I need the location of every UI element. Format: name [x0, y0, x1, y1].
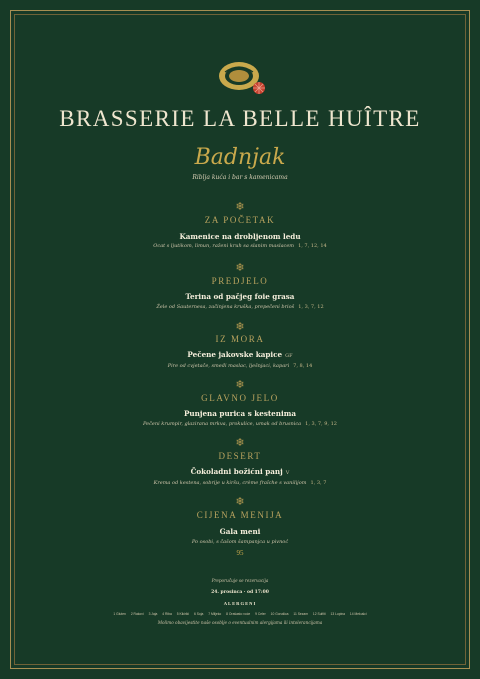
allergen-codes: 1, 3, 7 — [310, 480, 327, 486]
dish-description: Po osobi, s čašom šampanjca u pivnoć — [191, 539, 289, 545]
reservation-note: Preporučuje se rezervacija — [211, 578, 269, 583]
dish-name: Kamenice na drobljenom ledu — [179, 232, 301, 241]
allergen-item: 1 Gluten — [113, 612, 126, 616]
dish-description: Žele od Sauternesa, začinjena kruška, prepečeni brioš 1, 3, 7, 12 — [156, 304, 324, 310]
allergen-item: 10 Gorušica — [270, 612, 289, 616]
allergen-item: 3 Jaja — [148, 612, 158, 616]
allergen-item: 9 Celer — [255, 612, 266, 616]
course-heading: CIJENA MENIJA — [196, 510, 284, 520]
dish-description: Ocat s ljutikom, limun, raženi kruh sa slanim maslacem 1, 7, 12, 14 — [153, 243, 327, 249]
course-heading: ZA POČETAK — [204, 215, 276, 225]
dietary-tag: GF — [285, 353, 293, 359]
allergen-item: 2 Rakovi — [130, 612, 144, 616]
dish-name: Čokoladni božićni panj V — [190, 467, 290, 476]
allergen-codes: 7, 8, 14 — [293, 363, 313, 369]
dish-name: Terina od pačjeg foie grasa — [185, 292, 295, 301]
snowflake-icon: ❄ — [235, 436, 245, 449]
dish-description: Pire od cvjetače, smeđi maslac, lješnjaci, kapari 7, 8, 14 — [167, 363, 313, 369]
allergen-item: 5 Kikiriki — [176, 612, 190, 616]
course-heading: IZ MORA — [215, 334, 265, 344]
snowflake-icon: ❄ — [235, 261, 245, 274]
allergen-codes: 1, 3, 7, 12 — [298, 304, 324, 310]
snowflake-icon: ❄ — [235, 495, 245, 508]
allergen-codes: 1, 7, 12, 14 — [298, 243, 327, 249]
snowflake-icon: ❄ — [235, 378, 245, 391]
allergen-item: 12 Sulfiti — [312, 612, 326, 616]
allergen-item: 11 Sezam — [293, 612, 308, 616]
course-heading: DESERT — [218, 451, 262, 461]
allergen-item: 13 Lupina — [330, 612, 345, 616]
menu-price: 95 — [236, 549, 244, 557]
course-heading: PREDJELO — [211, 276, 269, 286]
allergen-list — [24, 612, 456, 616]
event-date: 24. prosinca · od 17:00 — [211, 590, 269, 595]
event-title: Badnjak — [194, 145, 286, 170]
dish-description: Pečeni krumpir, glazirana mrkva, prokulice, umak od brusnica 1, 3, 7, 9, 12 — [143, 421, 337, 427]
course-heading: GLAVNO JELO — [201, 393, 279, 403]
restaurant-name: BRASSERIE LA BELLE HUÎTRE — [59, 106, 421, 131]
oyster-icon — [213, 56, 269, 100]
allergen-item: 7 Mlijeko — [208, 612, 222, 616]
allergen-item: 14 Mekušci — [349, 612, 367, 616]
subtitle: Riblja kuća i bar s kamenicama — [192, 174, 288, 181]
allergens-heading: ALERGENI — [223, 601, 257, 606]
allergen-item: 8 Orašasto voće — [226, 612, 251, 616]
allergen-item: 6 Soja — [193, 612, 204, 616]
dish-name: Gala meni — [219, 527, 261, 536]
dish-name: Punjena purica s kestenima — [184, 409, 296, 418]
allergen-item: 4 Riba — [162, 612, 172, 616]
snowflake-icon: ❄ — [235, 200, 245, 213]
snowflake-icon: ❄ — [235, 320, 245, 333]
dish-description: Krema od kestena, sobrije u kiršu, crème fraîche s vanilijom 1, 3, 7 — [153, 480, 327, 486]
dietary-tag: V — [285, 470, 290, 476]
allergen-codes: 1, 3, 7, 9, 12 — [305, 421, 337, 427]
dish-name: Pečene jakovske kapice GF — [187, 350, 293, 359]
allergy-notice: Molimo obavijestite naše osoblje o eventualnim alergijama ili intolerancijama — [157, 620, 323, 625]
